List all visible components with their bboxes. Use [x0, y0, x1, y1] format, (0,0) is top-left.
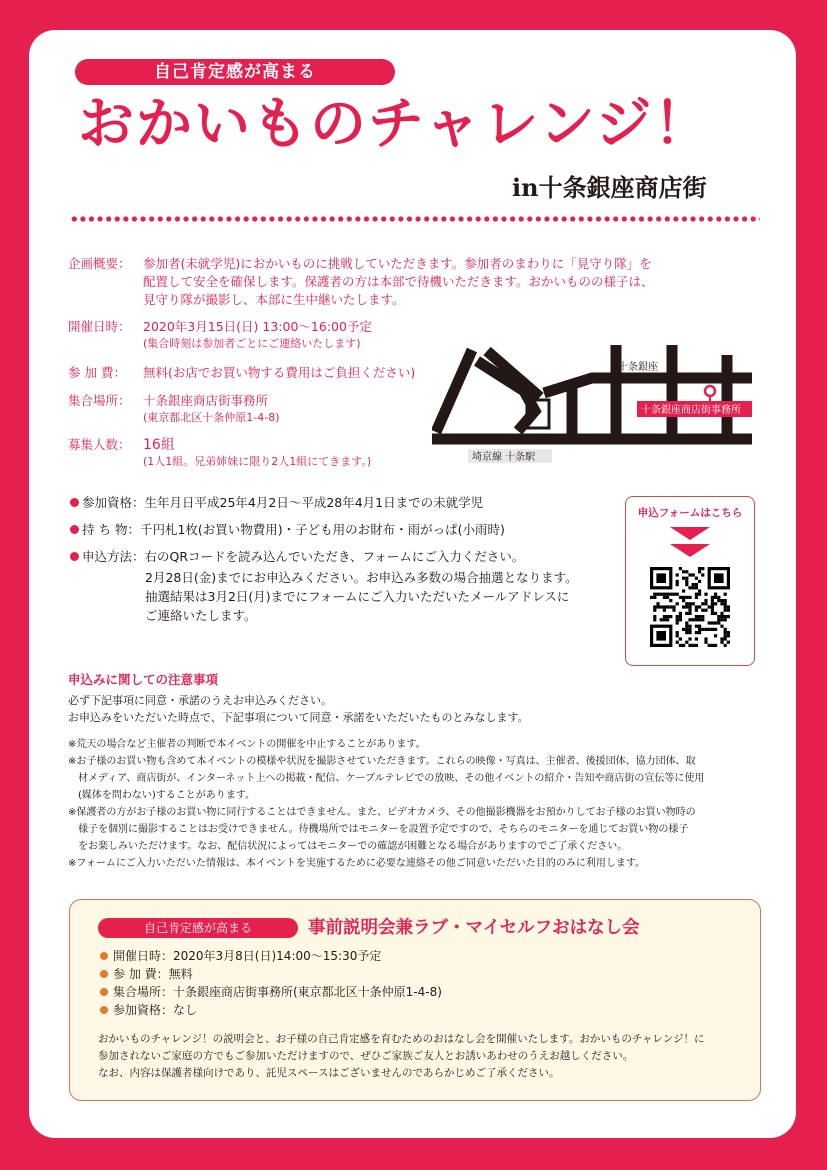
street-label: 十条銀座 [618, 362, 658, 373]
notice-item-line: 様子を個別に撮影することはお受けできません。待機場所ではモニターを設置予定ですので、そちらのモニターを通じてお買い物の様子 [78, 824, 689, 835]
event-row [100, 966, 193, 983]
requirement-eligibility [70, 493, 483, 512]
event-description: なお、内容は保護者様向けであり、託児スペースはございませんのであらかじめご了承ください。 [98, 1067, 560, 1079]
detail-note: (集合時刻は参加者ごとにご連絡いたします) [143, 337, 361, 350]
subtitle: in十条銀座商店街 [512, 173, 707, 202]
event-row-text: 開催日時：2020年3月8日(日)14:00〜15:30予定 [113, 949, 382, 963]
bullet-icon [100, 970, 108, 978]
bullet-icon [70, 552, 79, 561]
event-row-text: 集合場所：十条銀座商店街事務所(東京都北区十条仲原1-4-8) [113, 985, 442, 999]
event-panel [69, 899, 761, 1101]
notice-item: ※保護者の方がお子様のお買い物に同行することはできません。また、ビデオカメラ、その他撮影機器をお預かりしてお子様のお買い物時の [68, 807, 696, 818]
event-tag: 自己肯定感が高まる [98, 918, 298, 938]
detail-line: 参加者(未就学児)におかいものに挑戦していただきます。参加者のまわりに「見守り隊」を [143, 256, 652, 271]
arrow-down-icon [670, 544, 710, 557]
bullet-icon [70, 498, 79, 507]
notice-heading: 申込みに関しての注意事項 [68, 672, 219, 687]
detail-line: 2020年3月15日(日) 13:00〜16:00予定 [143, 319, 372, 334]
event-row [100, 948, 381, 965]
requirement-line: ご連絡いたします。 [145, 608, 257, 623]
notice-item-line: (媒体を問わない)することがあります。 [78, 790, 256, 801]
event-description: おかいものチャレンジ！の説明会と、お子様の自己肯定感を育むためのおはなし会を開催いたします。おかいものチャレンジ！に [98, 1033, 705, 1045]
qr-panel [625, 496, 755, 666]
notice-item-line: をお楽しみいただけます。なお、配信状況によってはモニターでの確認が困難となる場合がありますのでご了承ください。 [78, 841, 628, 852]
qr-code-icon[interactable] [650, 567, 730, 647]
requirement-line: 2月28日(金)までにお申込みください。お申込み多数の場合抽選となります。 [145, 570, 578, 585]
detail-value [143, 436, 371, 470]
main-title: おかいものチャレンジ！ [78, 92, 712, 157]
access-map [432, 345, 752, 475]
requirement-apply [70, 547, 524, 566]
requirement-label: 参加資格： [82, 495, 145, 510]
requirement-value: 千円札1枚(お買い物費用)・子ども用のお財布・雨がっぱ(小雨時) [139, 522, 505, 537]
qr-label: 申込フォームはこちら [637, 507, 743, 519]
detail-label: 企画概要： [68, 256, 131, 271]
requirement-value: 右のQRコードを読み込んでいただき、フォームにご入力ください。 [144, 549, 525, 564]
requirement-label: 持 ち 物： [82, 522, 140, 537]
detail-value [143, 392, 280, 426]
detail-note: (1人1組。兄弟姉妹に限り2人1組にてきます。) [143, 455, 372, 468]
office-label: 十条銀座商店街事務所 [641, 405, 741, 416]
event-row-text: 参加資格：なし [113, 1003, 198, 1017]
detail-label: 開催日時： [68, 319, 131, 334]
detail-line: 無料(お店でお買い物する費用はご負担ください) [143, 365, 416, 380]
requirement-line: 抽選結果は3月2日(月)までにフォームにご入力いただいたメールアドレスに [145, 589, 570, 604]
location-pin-icon [705, 386, 715, 396]
bullet-icon [70, 525, 79, 534]
bullet-icon [100, 988, 108, 996]
detail-value [143, 318, 372, 352]
detail-label: 募集人数： [68, 437, 131, 452]
detail-line: 見守り隊が撮影し、本部に生中継いたします。 [143, 292, 405, 307]
notice-item-line: 材メディア、商店街が、インターネット上への掲載・配信、ケーブルテレビでの放映、その他イベントの紹介・告知や商店街の宣伝等に使用 [78, 773, 705, 784]
event-row [100, 1002, 197, 1019]
notice-intro: お申込みをいただいた時点で、下記事項について同意・承諾をいただいたものとみなします。 [68, 711, 529, 724]
bullet-icon [100, 1006, 108, 1014]
notice-item: ※荒天の場合など主催者の判断で本イベントの開催を中止することがあります。 [68, 739, 426, 750]
event-description: 参加されないご家庭の方でもご参加いただけますので、ぜひご家族ご友人とお誘いあわせのうえお越しください。 [98, 1050, 634, 1062]
requirement-items [70, 520, 505, 539]
requirement-value: 生年月日平成25年4月2日〜平成28年4月1日までの未就学児 [144, 495, 484, 510]
notice-item: ※お子様のお買い物も含めて本イベントの模様や状況を撮影させていただきます。これらの映像・写真は、主催者、後援団体、協力団体、取 [68, 756, 696, 767]
detail-label: 参 加 費： [68, 365, 126, 380]
notice-item: ※フォームにご入力いただいた情報は、本イベントを実施するために必要な連絡その他ご同意いただいた目的のみに利用します。 [68, 858, 646, 869]
detail-value [143, 255, 654, 309]
detail-label: 集合場所： [68, 393, 131, 408]
tagline-badge: 自己肯定感が高まる [75, 59, 395, 85]
notice-intro: 必ず下記事項に同意・承諾のうえお申込みください。 [68, 694, 332, 707]
detail-value [143, 364, 415, 382]
dotted-divider [70, 216, 760, 222]
event-row-text: 参 加 費：無料 [113, 967, 193, 981]
detail-line: 配置して安全を確保します。保護者の方は本部で待機いただきます。おかいものの様子は、 [143, 274, 654, 289]
station-label: 埼京線 十条駅 [472, 452, 536, 463]
bullet-icon [100, 952, 108, 960]
requirement-label: 申込方法： [82, 549, 145, 564]
detail-line: 16組 [143, 437, 175, 453]
detail-note: (東京都北区十条仲原1-4-8) [143, 411, 280, 424]
event-title: 事前説明会兼ラブ・マイセルフおはなし会 [308, 918, 640, 938]
detail-line: 十条銀座商店街事務所 [143, 393, 269, 408]
event-row [100, 984, 442, 1001]
arrow-down-icon [670, 527, 710, 540]
